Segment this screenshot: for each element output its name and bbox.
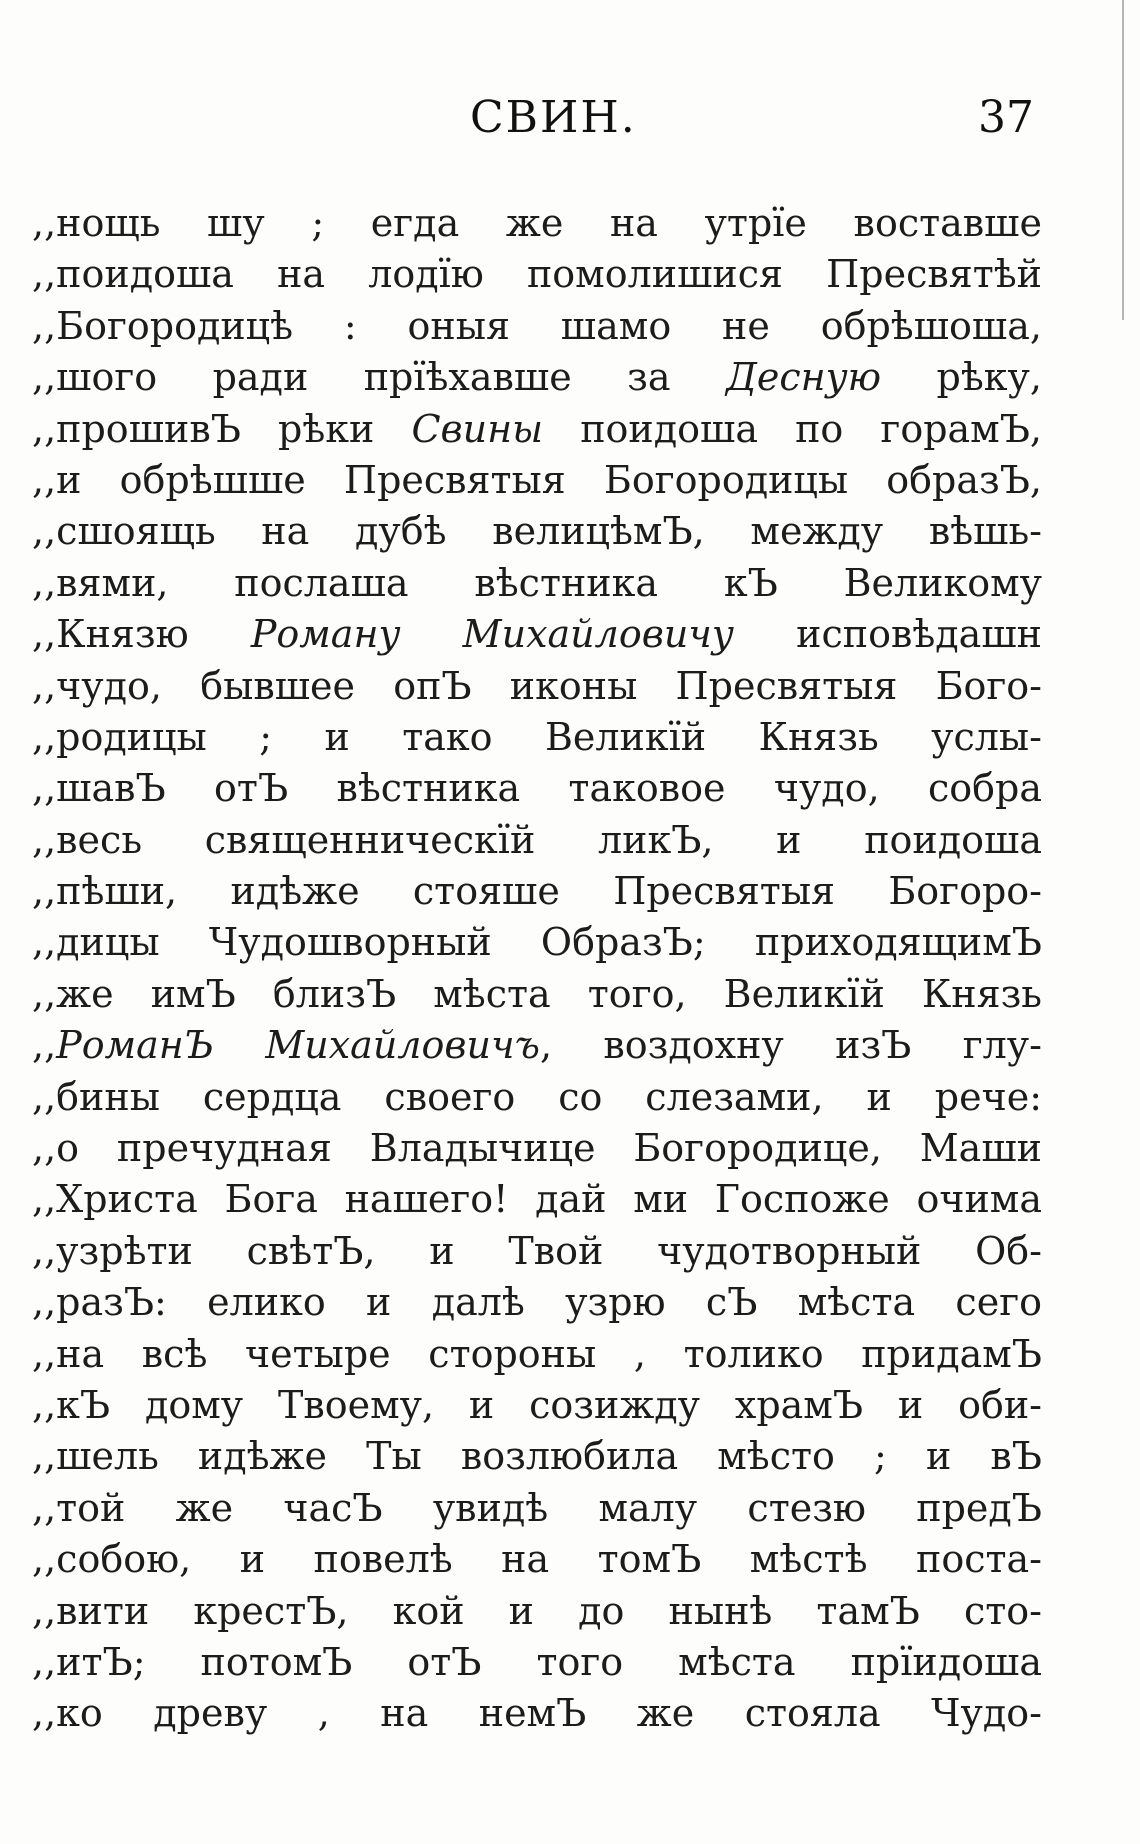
text-run: поидоша по горамЪ, <box>543 406 1042 451</box>
text-run: рѣку, <box>881 355 1042 400</box>
text-line <box>32 712 1042 763</box>
text-line <box>32 815 1042 866</box>
text-run: ,,собою, и повелѣ на томЪ мѣстѣ поста- <box>32 1537 1042 1582</box>
text-run: исповѣдашн <box>733 612 1042 657</box>
body-text <box>32 198 1042 1740</box>
page-edge-line <box>1122 0 1124 320</box>
text-run: ,,и обрѣшше Пресвятыя Богородицы образЪ, <box>32 457 1042 502</box>
text-run: ,,поидоша на лодїю помолишися Пресвятѣй <box>32 252 1042 297</box>
italic-name: РоманЪ Михайловичъ <box>56 1023 540 1068</box>
text-line <box>32 1431 1042 1482</box>
text-line <box>32 1123 1042 1174</box>
text-line <box>32 917 1042 968</box>
text-line <box>32 609 1042 660</box>
text-line <box>32 1072 1042 1123</box>
text-run: ,,пѣши, идѣже стояше Пресвятыя Богоро- <box>32 869 1042 914</box>
text-line <box>32 404 1042 455</box>
text-run: ,,сшоящь на дубѣ велицѣмЪ, между вѣшь- <box>32 509 1042 554</box>
text-run: ,,дицы Чудошворный ОбразЪ; приходящимЪ <box>32 920 1042 965</box>
text-run: ,,шого ради прїѣхавше за <box>32 355 726 400</box>
text-run: ,,вити крестЪ, кой и до нынѣ тамЪ сто- <box>32 1588 1042 1633</box>
text-line <box>32 1586 1042 1637</box>
text-run: ,,на всѣ четыре стороны , толико придамЪ <box>32 1331 1042 1376</box>
text-run: ,,прошивЪ рѣки <box>32 406 412 451</box>
italic-name: Свины <box>411 406 544 451</box>
text-line <box>32 1380 1042 1431</box>
text-run: ,,о пречудная Владычице Богородице, Маши <box>32 1126 1042 1171</box>
text-line <box>32 1329 1042 1380</box>
text-run: ,,Богородицѣ : оныя шамо не обрѣшоша, <box>32 303 1042 348</box>
text-run: ,,той же часЪ увидѣ малу стезю предЪ <box>32 1485 1042 1530</box>
text-line <box>32 1174 1042 1225</box>
text-run: ,,разЪ: елико и далѣ узрю сЪ мѣста сего <box>32 1280 1042 1325</box>
text-line <box>32 1020 1042 1071</box>
text-line <box>32 506 1042 557</box>
text-run: ,,итЪ; потомЪ отЪ того мѣста прїидоша <box>32 1639 1042 1684</box>
page-header <box>0 92 1140 152</box>
text-run: ,,Князю <box>32 612 251 657</box>
text-line <box>32 866 1042 917</box>
text-run: ,,вями, послаша вѣстника кЪ Великому <box>32 560 1042 605</box>
text-line <box>32 301 1042 352</box>
text-run: ,, <box>32 1023 57 1068</box>
text-line <box>32 1688 1042 1739</box>
italic-name: Роману Михайловичу <box>250 612 734 657</box>
text-run: ,,весь священническїй ликЪ, и поидоша <box>32 817 1042 862</box>
text-run: ,,бины сердца своего со слезами, и рече: <box>32 1074 1042 1119</box>
text-line <box>32 1277 1042 1328</box>
text-line <box>32 661 1042 712</box>
text-run: ,,Христа Бога нашего! дай ми Госпоже очима <box>32 1177 1042 1222</box>
text-line <box>32 249 1042 300</box>
text-line <box>32 198 1042 249</box>
text-line <box>32 1534 1042 1585</box>
text-run: ,,узрѣти свѣтЪ, и Твой чудотворный Об- <box>32 1228 1042 1273</box>
text-run: ,,ко древу , на немЪ же стояла Чудо- <box>32 1691 1042 1736</box>
text-run: ,,кЪ дому Твоему, и созижду храмЪ и оби- <box>32 1382 1042 1427</box>
text-line <box>32 969 1042 1020</box>
text-run: ,,же имЪ близЪ мѣста того, Великїй Князь <box>32 971 1042 1016</box>
italic-name: Десную <box>725 355 882 400</box>
text-line <box>32 763 1042 814</box>
text-line <box>32 1637 1042 1688</box>
text-line <box>32 352 1042 403</box>
text-run: ,,шавЪ отЪ вѣстника таковое чудо, собра <box>32 766 1042 811</box>
text-line <box>32 1483 1042 1534</box>
text-line <box>32 558 1042 609</box>
running-head: СВИН. <box>470 92 637 143</box>
text-run: ,,шель идѣже Ты возлюбила мѣсто ; и вЪ <box>32 1434 1042 1479</box>
text-run: ,,нощь шу ; егда же на утрїе воставше <box>32 201 1042 245</box>
page-number: 37 <box>978 92 1034 143</box>
text-run: ,,родицы ; и тако Великїй Князь услы- <box>32 714 1042 759</box>
text-line <box>32 1226 1042 1277</box>
text-run: ,,чудо, бывшее опЪ иконы Пресвятыя Бого- <box>32 663 1042 708</box>
text-run: , воздохну изЪ глу- <box>539 1023 1042 1068</box>
text-line <box>32 455 1042 506</box>
